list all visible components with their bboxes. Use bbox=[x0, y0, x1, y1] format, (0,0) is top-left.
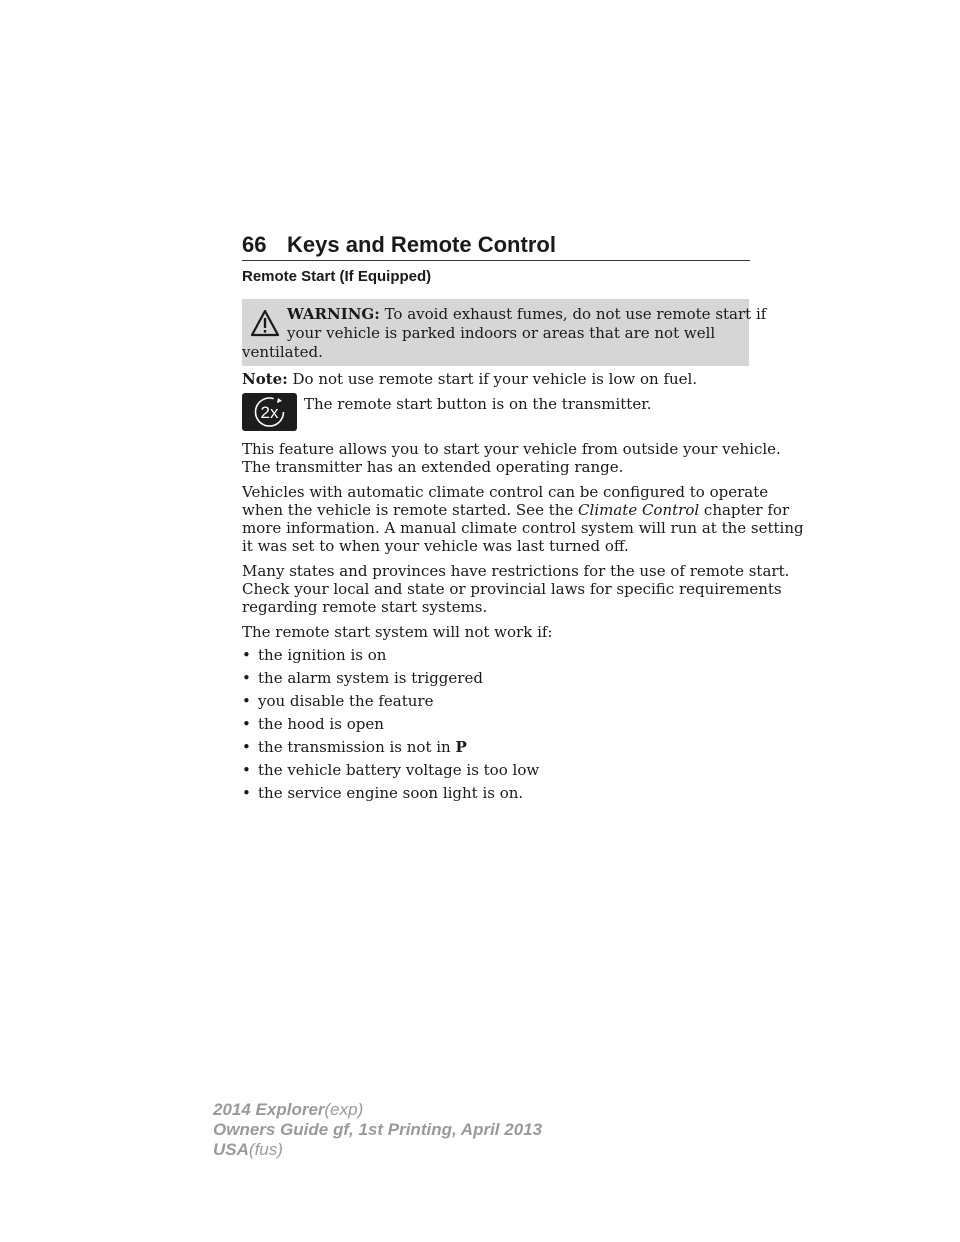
footer bbox=[213, 1100, 542, 1160]
warning-box bbox=[242, 299, 767, 366]
note bbox=[242, 370, 697, 388]
section-heading: Remote Start (If Equipped) bbox=[242, 268, 432, 285]
list-item: • the vehicle battery voltage is too low bbox=[242, 761, 540, 779]
warning-label: WARNING: bbox=[287, 305, 380, 323]
warning-line-3: ventilated. bbox=[242, 343, 323, 361]
warning-text-1: To avoid exhaust fumes, do not use remote start if bbox=[384, 305, 767, 323]
page-header bbox=[242, 232, 750, 260]
paragraph-2-text-after: chapter for bbox=[699, 501, 790, 519]
header-rule bbox=[242, 260, 750, 261]
remote-icon-label: 2x bbox=[260, 403, 279, 422]
list-item: • the alarm system is triggered bbox=[242, 669, 483, 687]
chapter-title: Keys and Remote Control bbox=[287, 232, 556, 257]
paragraph-2-text-before: when the vehicle is remote started. See the bbox=[242, 501, 579, 519]
paragraph-2-line-4: it was set to when your vehicle was last turned off. bbox=[242, 537, 629, 555]
note-label: Note: bbox=[242, 370, 288, 388]
paragraph-4: The remote start system will not work if: bbox=[242, 623, 553, 641]
paragraph-3-line-1: Many states and provinces have restrictions for the use of remote start. bbox=[242, 562, 790, 580]
list-item: • the transmission is not in P bbox=[242, 738, 467, 756]
page-number: 66 bbox=[242, 232, 267, 257]
remote-button-text: The remote start button is on the transmitter. bbox=[304, 395, 652, 413]
warning-triangle-icon bbox=[250, 309, 280, 337]
warning-line-2: your vehicle is parked indoors or areas that are not well bbox=[287, 324, 716, 342]
paragraph-3-line-3: regarding remote start systems. bbox=[242, 598, 488, 616]
paragraph-2-line-1: Vehicles with automatic climate control can be configured to operate bbox=[242, 483, 769, 501]
paragraph-1-line-1: This feature allows you to start your vehicle from outside your vehicle. bbox=[242, 440, 781, 458]
paragraph-3-line-2: Check your local and state or provincial laws for specific requirements bbox=[242, 580, 782, 598]
footer-line-3: USA(fus) bbox=[213, 1140, 283, 1159]
remote-start-icon bbox=[242, 393, 297, 431]
note-text: Do not use remote start if your vehicle is low on fuel. bbox=[292, 370, 698, 388]
list-item: • the service engine soon light is on. bbox=[242, 784, 524, 802]
climate-control-reference: Climate Control bbox=[578, 501, 700, 519]
list-item: • the hood is open bbox=[242, 715, 384, 733]
footer-line-2: Owners Guide gf, 1st Printing, April 2013 bbox=[213, 1120, 543, 1139]
list-item: • you disable the feature bbox=[242, 692, 434, 710]
footer-line-1: 2014 Explorer(exp) bbox=[213, 1100, 364, 1119]
warning-line-1 bbox=[287, 305, 766, 323]
paragraph-2-line-3: more information. A manual climate control system will run at the setting bbox=[242, 519, 804, 537]
park-gear-label: P bbox=[455, 738, 467, 756]
paragraph-1-line-2: The transmitter has an extended operating range. bbox=[242, 458, 624, 476]
list-item: • the ignition is on bbox=[242, 646, 387, 664]
paragraph-2-line-2 bbox=[242, 501, 789, 519]
